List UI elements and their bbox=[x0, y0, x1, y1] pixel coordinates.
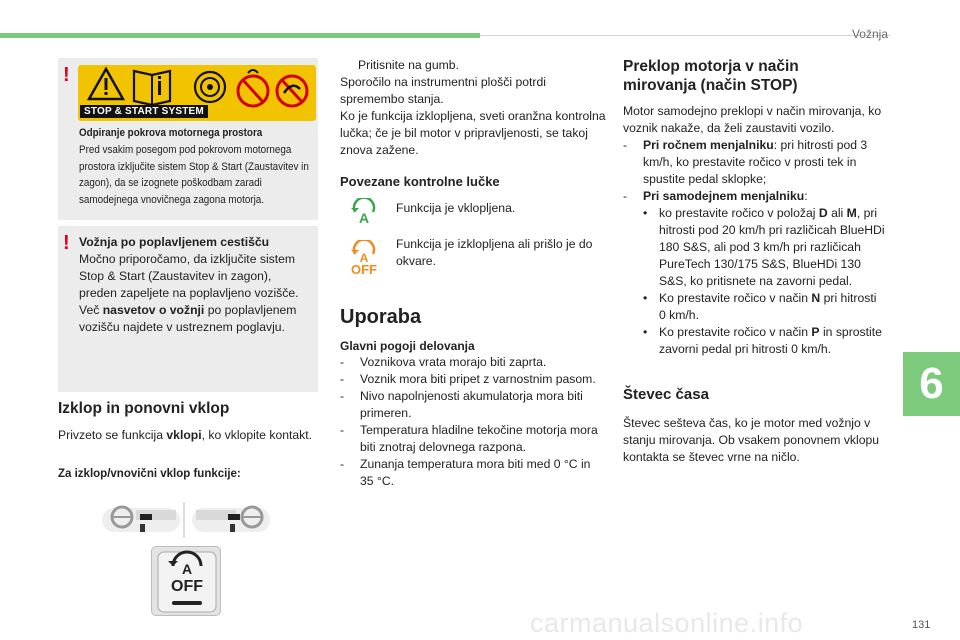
list-item: - Pri samodejnem menjalniku: bbox=[623, 189, 808, 203]
lamp-on-icon bbox=[349, 198, 379, 228]
list-item: - Nivo napolnjenosti akumulatorja mora biti primeren. bbox=[340, 389, 583, 420]
subheading-toggle: Za izklop/vnovični vklop funkcije: bbox=[58, 468, 241, 480]
intro-off-on: Privzeto se funkcija vklopi, ko vklopite kontakt. bbox=[58, 428, 313, 442]
svg-text:A: A bbox=[181, 561, 193, 577]
svg-text:A: A bbox=[359, 251, 369, 265]
watermark: carmanualsonline.info bbox=[530, 608, 804, 638]
off-lamp-text: Ko je funkcija izklopljena, sveti oranžna kontrolna lučka; če je bil motor v pripravljenosti, se takoj znova zažene. bbox=[340, 109, 606, 157]
off-button-label: OFF bbox=[171, 578, 203, 595]
stop-start-hazard-label bbox=[78, 65, 316, 121]
section-title: Vožnja bbox=[851, 27, 888, 41]
svg-text:A: A bbox=[358, 210, 370, 226]
list-item: - Pri ročnem menjalniku: pri hitrosti pod 3 km/h, ko prestavite ročico v prosti tek in spustite pedal sklopke; bbox=[623, 138, 868, 186]
stop-start-banner: STOP & START SYSTEM bbox=[80, 105, 208, 118]
warning-hood-title: Odpiranje pokrova motornega prostora bbox=[79, 127, 263, 139]
conditions-list bbox=[340, 354, 606, 490]
list-item: • Ko prestavite ročico v način P in sprostite zavorni pedal pri hitrosti 0 km/h. bbox=[643, 325, 882, 356]
stop-mode-list bbox=[623, 137, 885, 358]
page-number: 131 bbox=[912, 619, 931, 631]
heading-off-on: Izklop in ponovni vklop bbox=[58, 400, 230, 417]
lamps-heading: Povezane kontrolne lučke bbox=[340, 174, 500, 189]
main-conditions-title: Glavni pogoji delovanja bbox=[340, 339, 475, 353]
list-item: - Temperatura hladilne tekočine motorja mora biti znotraj delovnega razpona. bbox=[340, 423, 598, 454]
flood-advice-link: nasvetov o vožnji bbox=[102, 303, 205, 317]
stop-mode-intro: Motor samodejno preklopi v način mirovanja, ko voznik nakaže, da želi zaustaviti vozilo. bbox=[623, 104, 882, 135]
list-item: • Ko prestavite ročico v način N pri hitrosti 0 km/h. bbox=[643, 291, 877, 322]
steering-wheels-icon bbox=[100, 500, 272, 540]
confirmation-text: Sporočilo na instrumentni plošči potrdi spremembo stanja. bbox=[340, 75, 546, 106]
warning-hood-text: Pred vsakim posegom pod pokrovom motornega prostora izključite sistem Stop & Start (Zaustavitev in zagon), da se izognete poškodbam zaradi samodejnega vnovičnega zagona motorja. bbox=[79, 144, 309, 206]
list-item: - Voznik mora biti pripet z varnostnim pasom. bbox=[340, 372, 596, 386]
list-item: • ko prestavite ročico v položaj D ali M, pri hitrosti pod 20 km/h pri različicah BlueHDi 180 S&S, ali pod 3 km/h pri različicah PureTech 130/175 S&S, BlueHDi 130 S&S, ko pritisnete na zavorni pedal. bbox=[643, 206, 885, 288]
warning-icon: ! bbox=[63, 64, 70, 86]
usage-heading: Uporaba bbox=[340, 306, 422, 328]
timer-heading: Števec časa bbox=[623, 386, 709, 403]
header-rule bbox=[480, 35, 890, 36]
stop-mode-heading: Preklop motorja v način mirovanja (način STOP) bbox=[623, 58, 799, 94]
stop-start-off-button[interactable] bbox=[151, 546, 221, 616]
chapter-tab: 6 bbox=[903, 352, 960, 416]
press-button-instruction: Pritisnite na gumb. bbox=[358, 58, 459, 72]
lamp-off-text: Funkcija je izklopljena ali prišlo je do okvare. bbox=[396, 237, 593, 268]
header-accent-bar bbox=[0, 33, 480, 38]
warning-icon: ! bbox=[63, 232, 70, 254]
list-item: - Voznikova vrata morajo biti zaprta. bbox=[340, 355, 547, 369]
warning-flood-text: Močno priporočamo, da izključite sistem Stop & Start (Zaustavitev in zagon), preden zapeljete na poplavljeno vozišče. Več nasvetov o vožnji po poplavljenem vozišču najdete v ustreznem poglavju. bbox=[79, 252, 299, 334]
timer-text: Števec sešteva čas, ko je motor med vožnjo v stanju mirovanja. Ob vsakem ponovnem vklopu kontakta se števec vrne na ničlo. bbox=[623, 416, 880, 464]
lamp-off-icon: A OFF bbox=[346, 240, 382, 280]
warning-flood-title: Vožnja po poplavljenem cestišču bbox=[79, 235, 270, 249]
lamp-on-text: Funkcija je vklopljena. bbox=[396, 201, 516, 215]
dashboard-illustration bbox=[100, 500, 272, 540]
list-item: - Zunanja temperatura mora biti med 0 °C in 35 °C. bbox=[340, 457, 591, 488]
